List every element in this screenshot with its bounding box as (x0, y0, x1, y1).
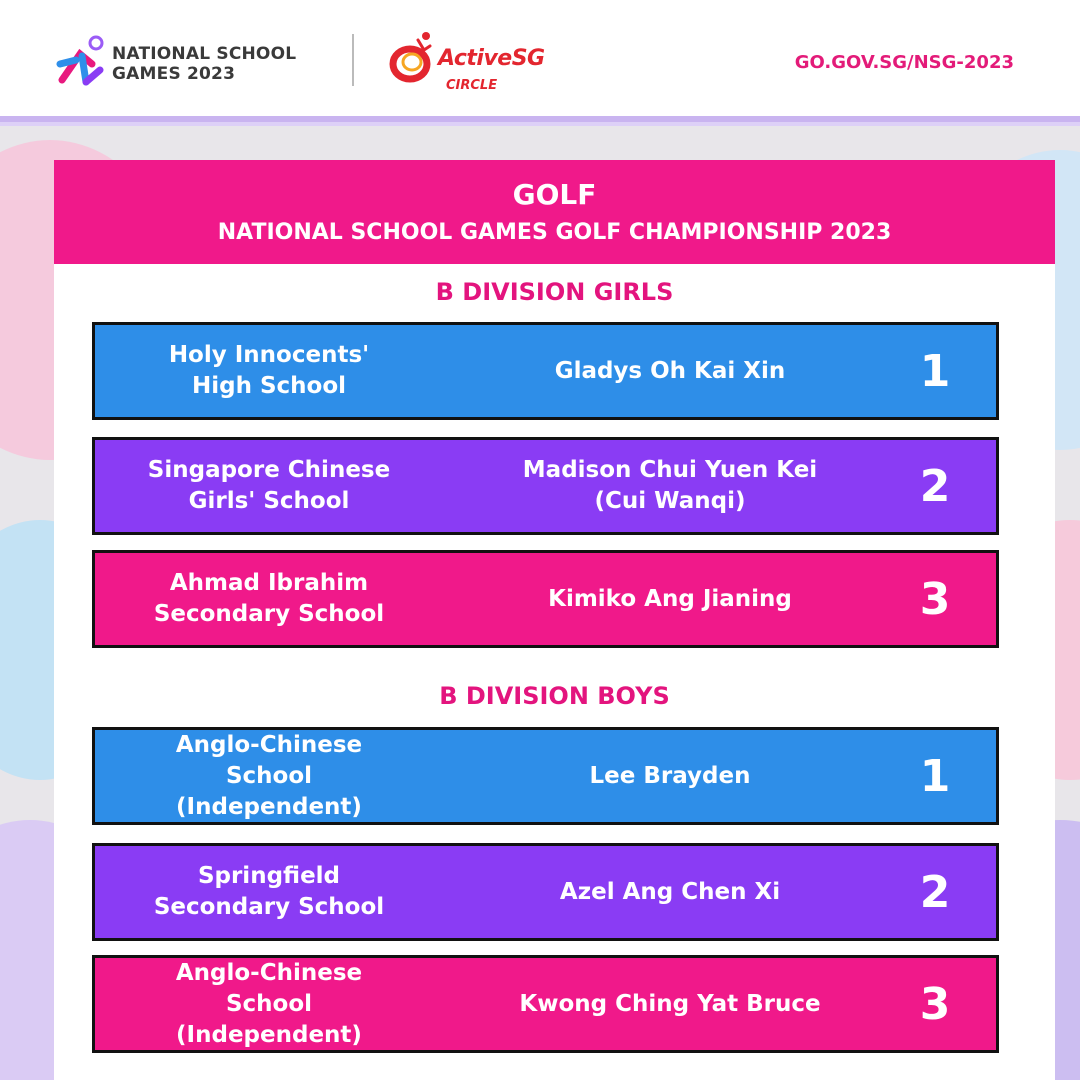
boys-division-heading: B DIVISION BOYS (439, 682, 670, 710)
website-url[interactable]: GO.GOV.SG/NSG-2023 (794, 52, 1014, 73)
school-name: Anglo-Chinese School (Independent) (175, 731, 363, 820)
school-name: Singapore Chinese Girls' School (147, 457, 391, 514)
placing: 1 (919, 345, 951, 397)
result-row (92, 437, 999, 535)
placing: 2 (919, 460, 951, 512)
school-name: Springfield Secondary School (153, 863, 385, 920)
title-banner (54, 160, 1055, 264)
activesg-name: ActiveSG (438, 46, 545, 71)
activesg-sub: CIRCLE (446, 78, 498, 93)
result-row (92, 955, 999, 1053)
player-name: Kimiko Ang Jianing (548, 585, 792, 612)
nsg-line-2: GAMES 2023 (112, 64, 236, 84)
header-bar (0, 0, 1080, 122)
placing: 3 (919, 978, 951, 1030)
school-name: Holy Innocents' High School (168, 342, 370, 399)
school-name: Anglo-Chinese School (Independent) (175, 959, 363, 1048)
result-row (92, 550, 999, 648)
activesg-logo-icon (388, 26, 434, 86)
nsg-line-1: NATIONAL SCHOOL (112, 44, 297, 64)
player-name: Madison Chui Yuen Kei (Cui Wanqi) (522, 457, 818, 514)
result-row (92, 843, 999, 941)
placing: 1 (919, 750, 951, 802)
placing: 2 (919, 866, 951, 918)
placing: 3 (919, 573, 951, 625)
player-name: Kwong Ching Yat Bruce (519, 990, 821, 1017)
nsg-logo-text (112, 44, 296, 84)
nsg-logo-icon (56, 34, 108, 86)
player-name: Lee Brayden (589, 762, 751, 789)
result-row (92, 727, 999, 825)
player-name: Azel Ang Chen Xi (559, 878, 781, 905)
player-name: Gladys Oh Kai Xin (554, 357, 786, 384)
girls-division-heading: B DIVISION GIRLS (435, 278, 674, 306)
sport-title: GOLF (512, 178, 597, 211)
school-name: Ahmad Ibrahim Secondary School (153, 570, 385, 627)
event-title: NATIONAL SCHOOL GAMES GOLF CHAMPIONSHIP 2023 (217, 220, 892, 245)
result-row (92, 322, 999, 420)
results-panel (54, 160, 1055, 1080)
logo-divider (352, 34, 354, 86)
